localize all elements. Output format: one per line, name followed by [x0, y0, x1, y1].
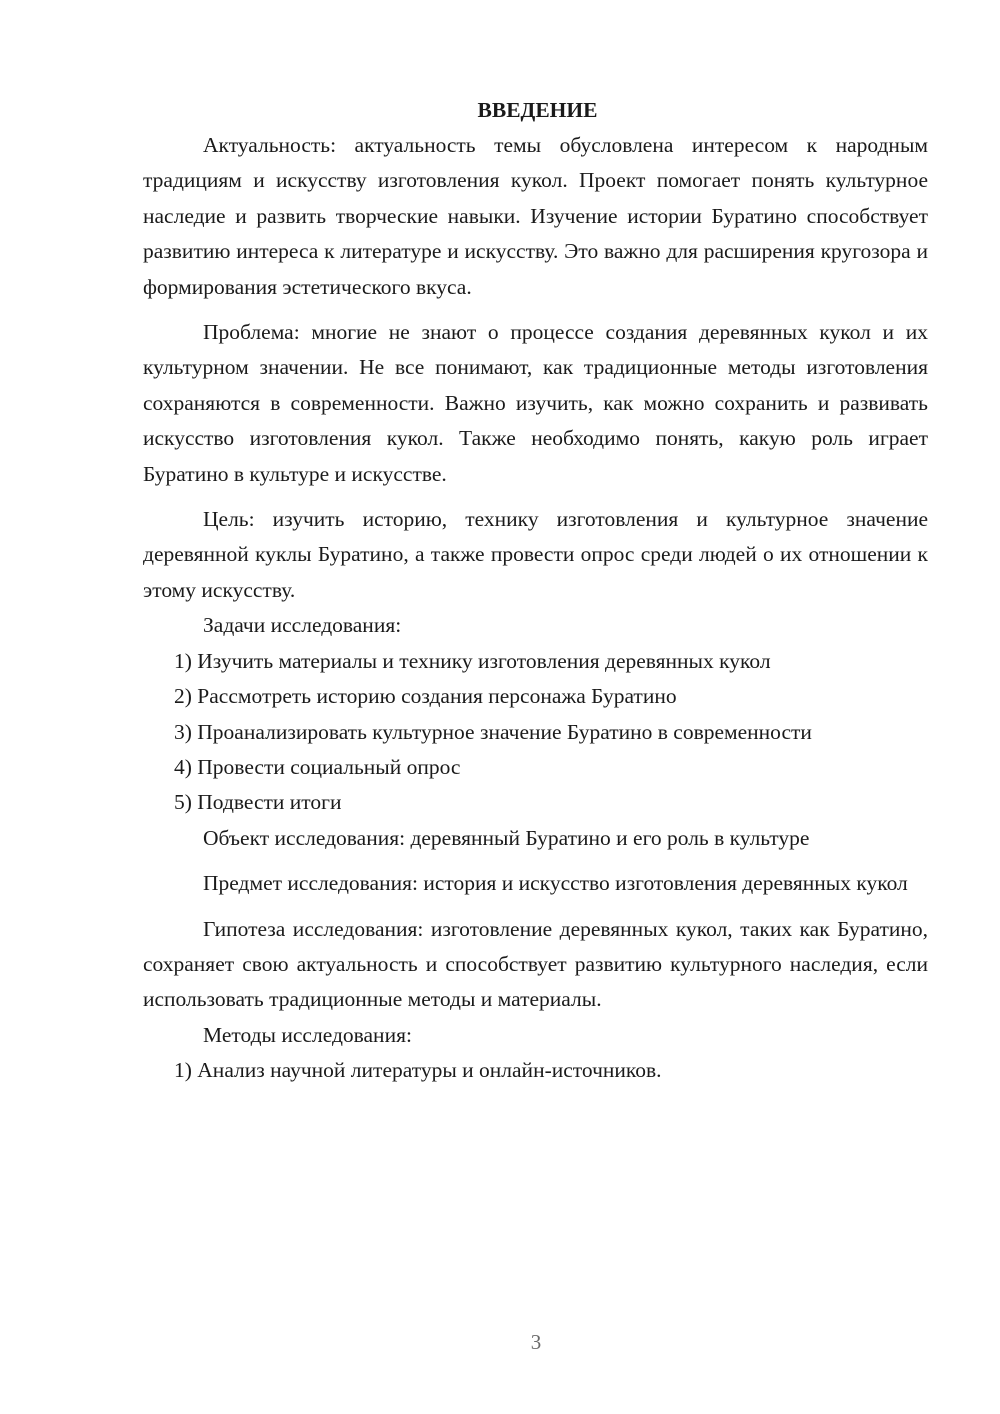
- methods-list: [143, 1053, 928, 1088]
- paragraph-subject: Предмет исследования: история и искусство изготовления деревянных кукол: [203, 871, 908, 896]
- paragraph-goal: Цель: изучить историю, технику изготовления и культурное значение деревянной куклы Буратино, а также провести опрос среди людей о их отношении к этому искусству.: [143, 507, 928, 602]
- paragraph-relevance: Актуальность: актуальность темы обусловлена интересом к народным традициям и искусству изготовления кукол. Проект помогает понять культурное наследие и развить творческие навыки. Изучение истории Буратино способствует развитию интереса к литературе и искусству. Это важно для расширения кругозора и формирования эстетического вкуса.: [143, 133, 928, 299]
- list-item: 2) Рассмотреть историю создания персонажа Буратино: [174, 684, 677, 709]
- list-item: 1) Анализ научной литературы и онлайн-источников.: [174, 1058, 662, 1083]
- paragraph-object: Объект исследования: деревянный Буратино и его роль в культуре: [203, 825, 810, 850]
- list-item: 1) Изучить материалы и технику изготовления деревянных кукол: [174, 648, 771, 673]
- page-title: ВВЕДЕНИЕ: [477, 98, 598, 122]
- tasks-heading: Задачи исследования:: [203, 613, 402, 638]
- list-item: 3) Проанализировать культурное значение Буратино в современности: [174, 719, 812, 744]
- list-item: 5) Подвести итоги: [174, 790, 342, 815]
- methods-heading: Методы исследования:: [203, 1022, 412, 1047]
- paragraph-problem: Проблема: многие не знают о процессе создания деревянных кукол и их культурном значении. Не все понимают, как традиционные методы изготовления сохраняются в современности. Важно изучить, как можно сохранить и развивать искусство изготовления кукол. Также необходимо понять, какую роль играет Буратино в культуре и искусстве.: [143, 320, 928, 486]
- paragraph-hypothesis: Гипотеза исследования: изготовление деревянных кукол, таких как Буратино, сохраняет свою актуальность и способствует развитию культурного наследия, если использовать традиционные методы и материалы.: [143, 916, 928, 1012]
- tasks-list: [143, 644, 928, 821]
- document-page: [143, 92, 928, 1089]
- page-number: 3: [530, 1330, 542, 1354]
- list-item: 4) Провести социальный опрос: [174, 754, 461, 779]
